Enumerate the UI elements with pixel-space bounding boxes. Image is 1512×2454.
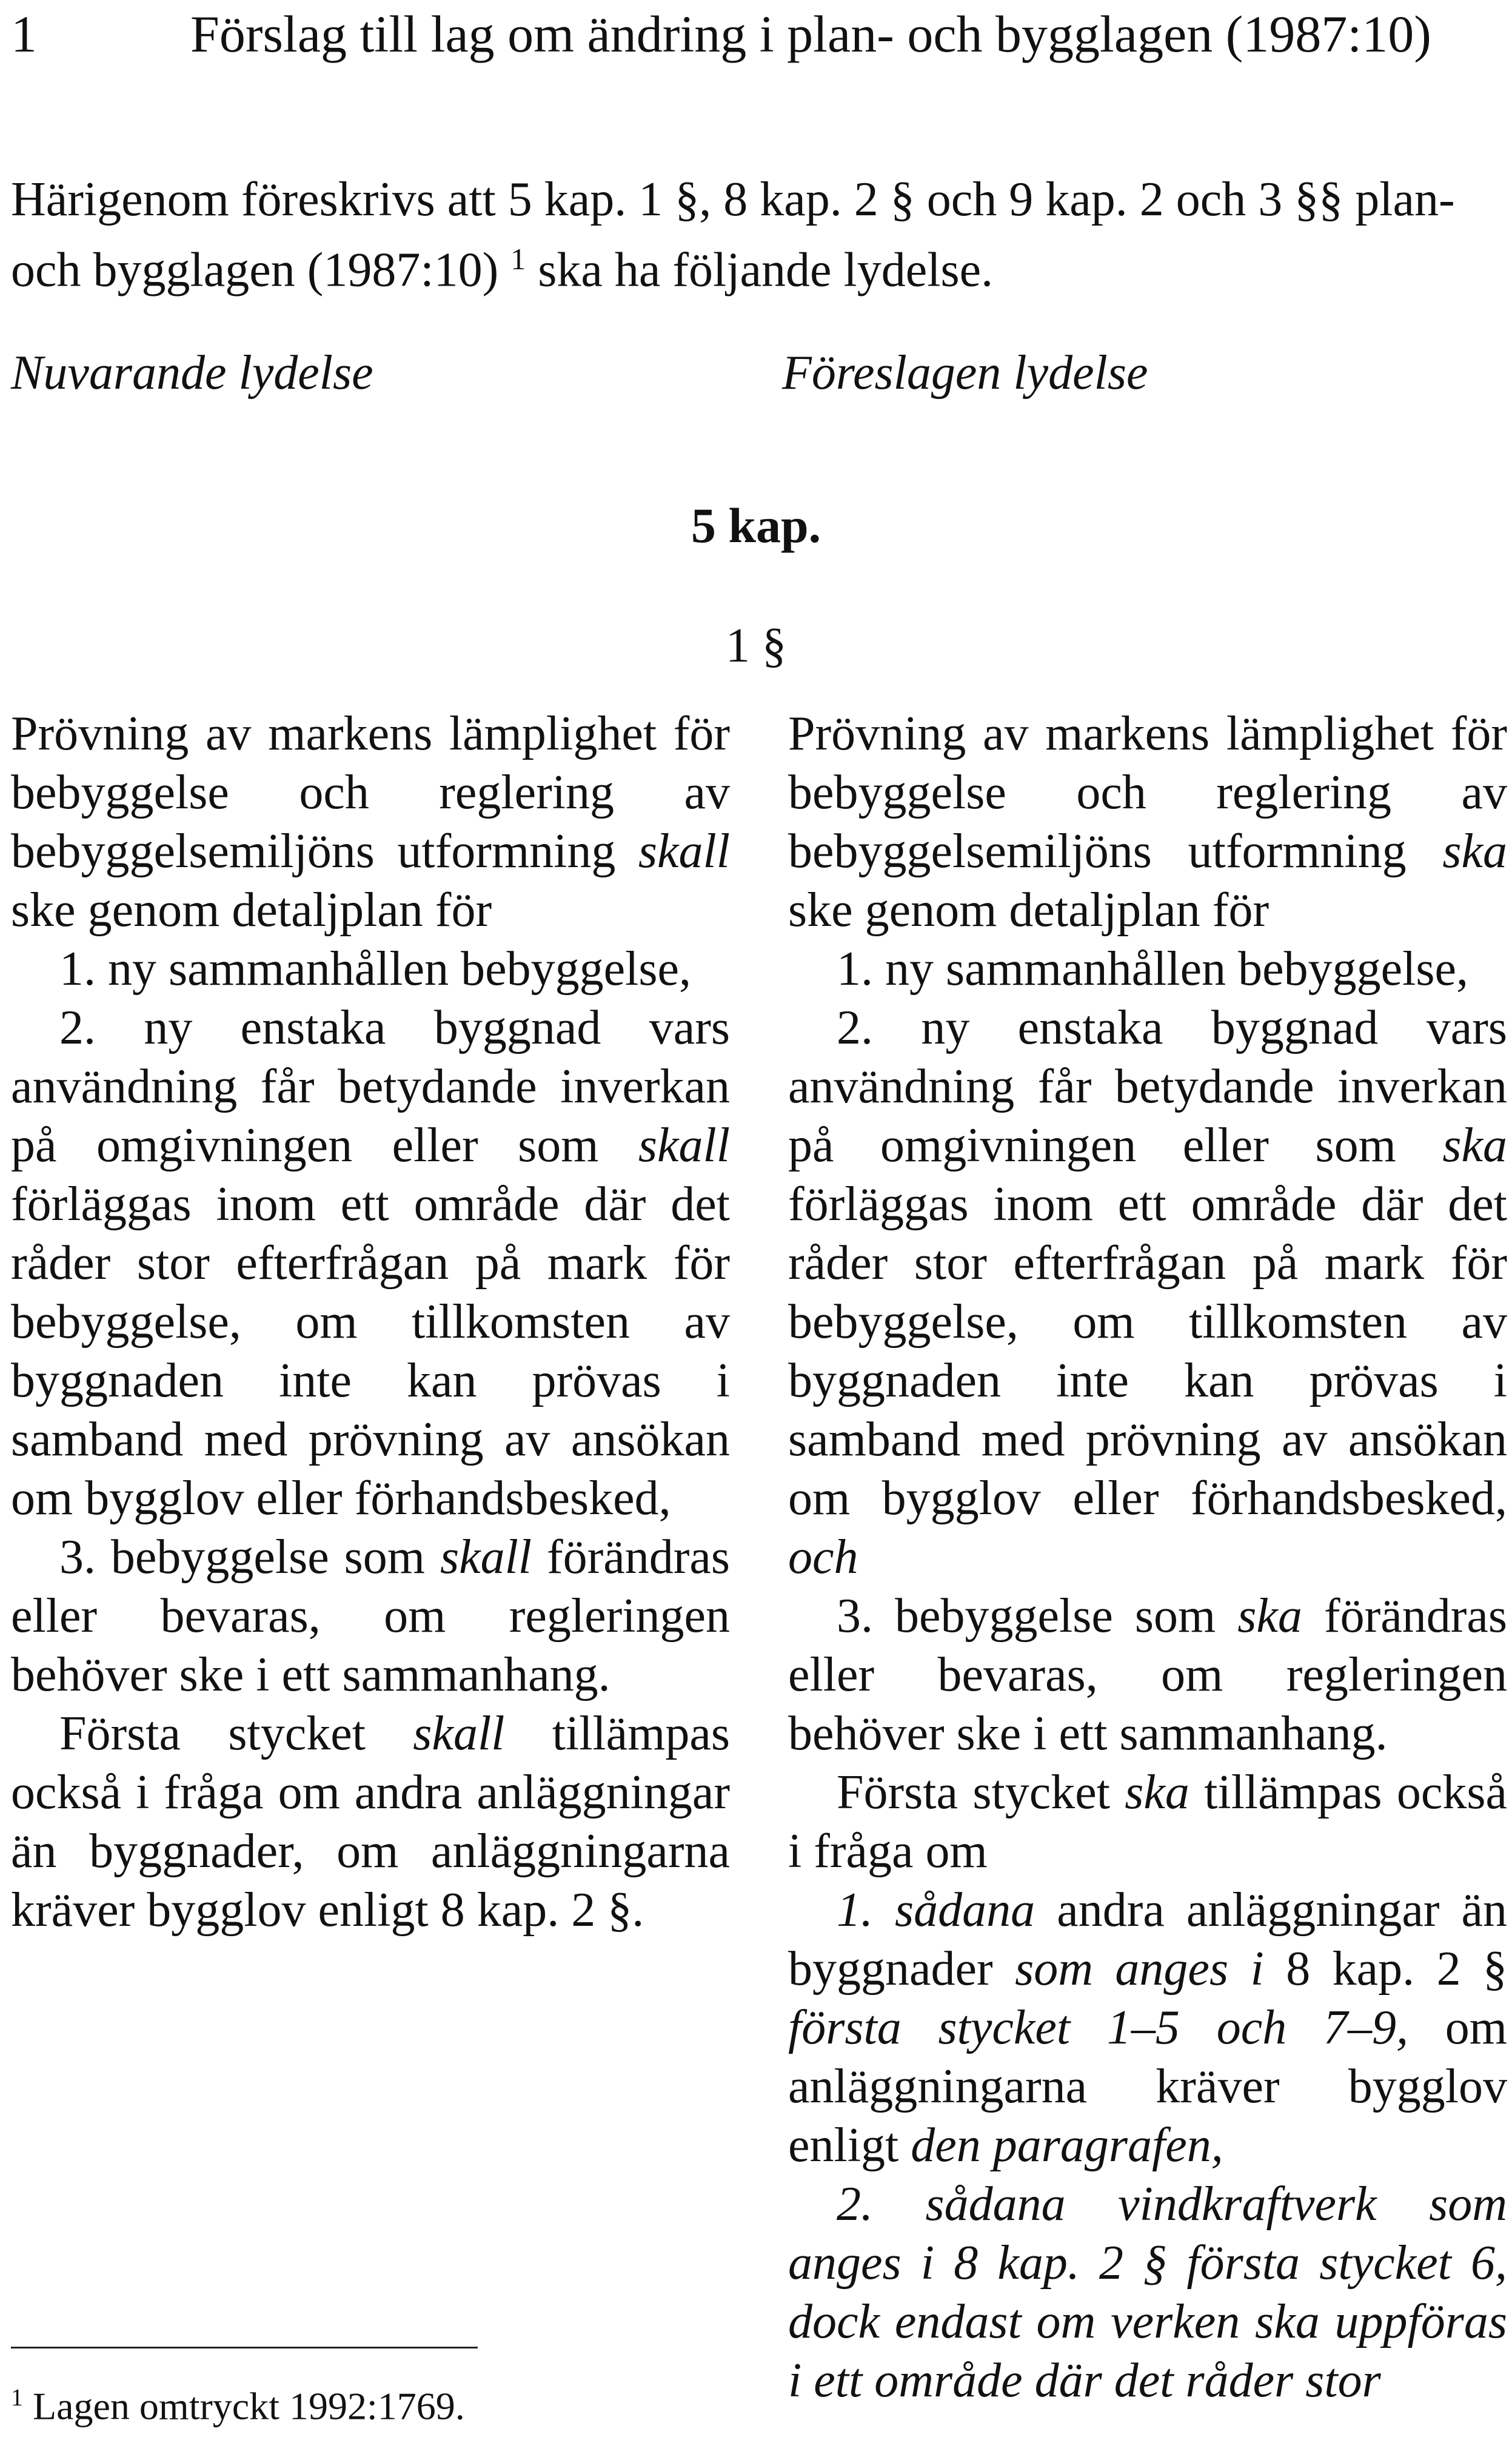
right-paragraph-1: Prövning av markens lämplighet för bebyggelse och reglering av bebyggelsemiljöns utformning ska ske genom detaljplan för: [788, 707, 1507, 937]
chapter-heading: 5 kap.: [691, 498, 821, 553]
right-point-1: 1. sådana andra anläggningar än byggnader som anges i 8 kap. 2 § första stycket 1–5 och 7–9, om anläggningarna kräver bygglov enligt den paragrafen,: [788, 1883, 1508, 2172]
footnote-text: Lagen omtryckt 1992:1769.: [33, 2384, 465, 2428]
paragraph-heading: 1 §: [726, 619, 786, 672]
right-item-2: 2. ny enstaka byggnad vars användning får betydande inverkan på omgivningen eller som ska förläggas inom ett område där det råder stor efterfrågan på mark för bebyggelse, om tillkomsten av byggnaden inte kan prövas i samband med prövning av ansökan om bygglov eller förhandsbesked, och: [788, 1001, 1507, 1584]
right-item-3: 3. bebyggelse som ska förändras eller bevaras, om regleringen behöver ske i ett sammanhang.: [788, 1589, 1508, 1760]
intro-text: Härigenom föreskrivs att 5 kap. 1 §, 8 kap. 2 § och 9 kap. 2 och 3 §§ plan- och bygglagen (1987:10): [11, 173, 1455, 297]
right-paragraph-2: Första stycket ska tillämpas också i fråga om: [788, 1766, 1507, 1878]
current-wording-column: [11, 705, 730, 1940]
page-title: Förslag till lag om ändring i plan- och bygglagen (1987:10): [190, 5, 1431, 63]
left-paragraph-1: Prövning av markens lämplighet för bebyggelse och reglering av bebyggelsemiljöns utformning skall ske genom detaljplan för: [11, 707, 730, 937]
left-item-1: 1. ny sammanhållen bebyggelse,: [59, 942, 691, 996]
intro-paragraph: [11, 170, 1502, 300]
right-item-1: 1. ny sammanhållen bebyggelse,: [837, 942, 1468, 996]
right-point-2: 2. sådana vindkraftverk som anges i 8 kap. 2 § första stycket 6, dock endast om verken ska uppföras i ett område där det råder stor: [788, 2177, 1507, 2407]
left-paragraph-2: Första stycket skall tillämpas också i fråga om andra anläggningar än byggnader, om anläggningarna kräver bygglov enligt 8 kap. 2 §.: [11, 1707, 731, 1937]
intro-text-end: ska ha följande lydelse.: [538, 243, 994, 297]
footnote-divider: [11, 2347, 478, 2348]
footnote: [11, 2383, 465, 2429]
footnote-reference[interactable]: 1: [510, 242, 526, 276]
proposed-wording-heading: Föreslagen lydelse: [782, 346, 1148, 400]
footnote-marker: 1: [11, 2384, 23, 2411]
left-item-2: 2. ny enstaka byggnad vars användning får betydande inverkan på omgivningen eller som skall förläggas inom ett område där det råder stor efterfrågan på mark för bebyggelse, om tillkomsten av byggnaden inte kan prövas i samband med prövning av ansökan om bygglov eller förhandsbesked,: [11, 1001, 730, 1525]
left-item-3: 3. bebyggelse som skall förändras eller bevaras, om regleringen behöver ske i ett sammanhang.: [11, 1530, 731, 1701]
current-wording-heading: Nuvarande lydelse: [11, 346, 373, 400]
section-number: 1: [11, 5, 37, 63]
proposed-wording-column: [788, 705, 1507, 2410]
